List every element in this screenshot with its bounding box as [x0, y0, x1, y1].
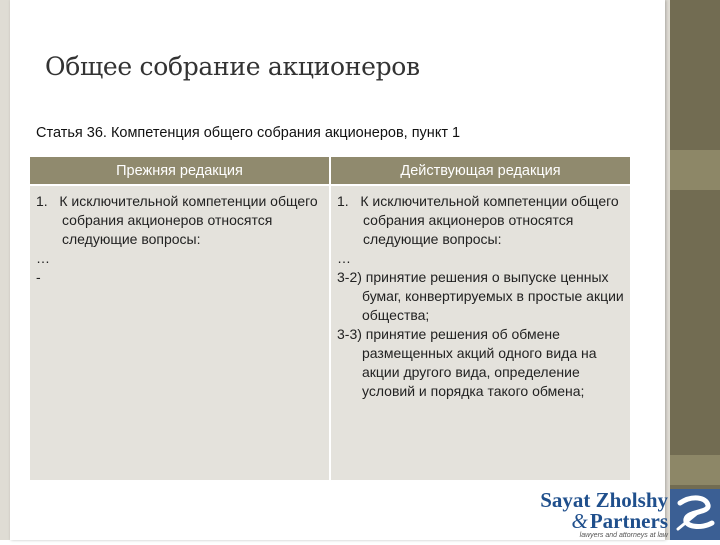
slide-title: Общее собрание акционеров — [45, 52, 420, 81]
logo-tagline: lawyers and attorneys at law — [579, 532, 668, 539]
right-ellipsis: … — [337, 250, 351, 266]
logo-emblem-icon — [670, 489, 720, 540]
header-previous-edition: Прежняя редакция — [30, 157, 330, 185]
cell-current-edition — [330, 185, 630, 480]
logo-name: Sayat Zholshy — [540, 488, 668, 512]
logo-text — [498, 489, 668, 540]
right-subitem — [337, 268, 626, 325]
left-dash: - — [36, 269, 41, 285]
right-subitem — [337, 325, 626, 401]
logo-partners — [498, 511, 668, 531]
table-header-row — [30, 157, 630, 185]
left-item — [36, 192, 325, 249]
left-item-number: 1. — [36, 193, 48, 209]
subitem-label: 3-2) — [337, 269, 362, 285]
right-item-number: 1. — [337, 193, 349, 209]
band-block-upper — [670, 150, 720, 190]
left-ellipsis: … — [36, 250, 50, 266]
band-block-lower — [670, 455, 720, 485]
comparison-table — [30, 157, 630, 480]
subitem-label: 3-3) — [337, 326, 362, 342]
header-current-edition: Действующая редакция — [330, 157, 630, 185]
logo-partners-text: Partners — [589, 509, 668, 533]
company-logo — [498, 489, 720, 540]
logo-ampersand: & — [571, 509, 588, 533]
subitem-text: принятие решения о выпуске ценных бумаг, конвертируемых в простые акции общества; — [362, 269, 624, 323]
table-row — [30, 185, 630, 480]
slide-subtitle: Статья 36. Компетенция общего собрания акционеров, пункт 1 — [36, 125, 461, 141]
side-decoration-band — [670, 0, 720, 540]
cell-previous-edition — [30, 185, 330, 480]
logo-emblem-svg — [670, 489, 720, 540]
right-item-text: К исключительной компетенции общего собрания акционеров относятся следующие вопросы: — [360, 193, 619, 247]
subitem-text: принятие решения об обмене размещенных акций одного вида на акции другого вида, определение условий и порядка такого обмена; — [362, 326, 597, 399]
right-item — [337, 192, 626, 249]
left-item-text: К исключительной компетенции общего собрания акционеров относятся следующие вопросы: — [59, 193, 318, 247]
